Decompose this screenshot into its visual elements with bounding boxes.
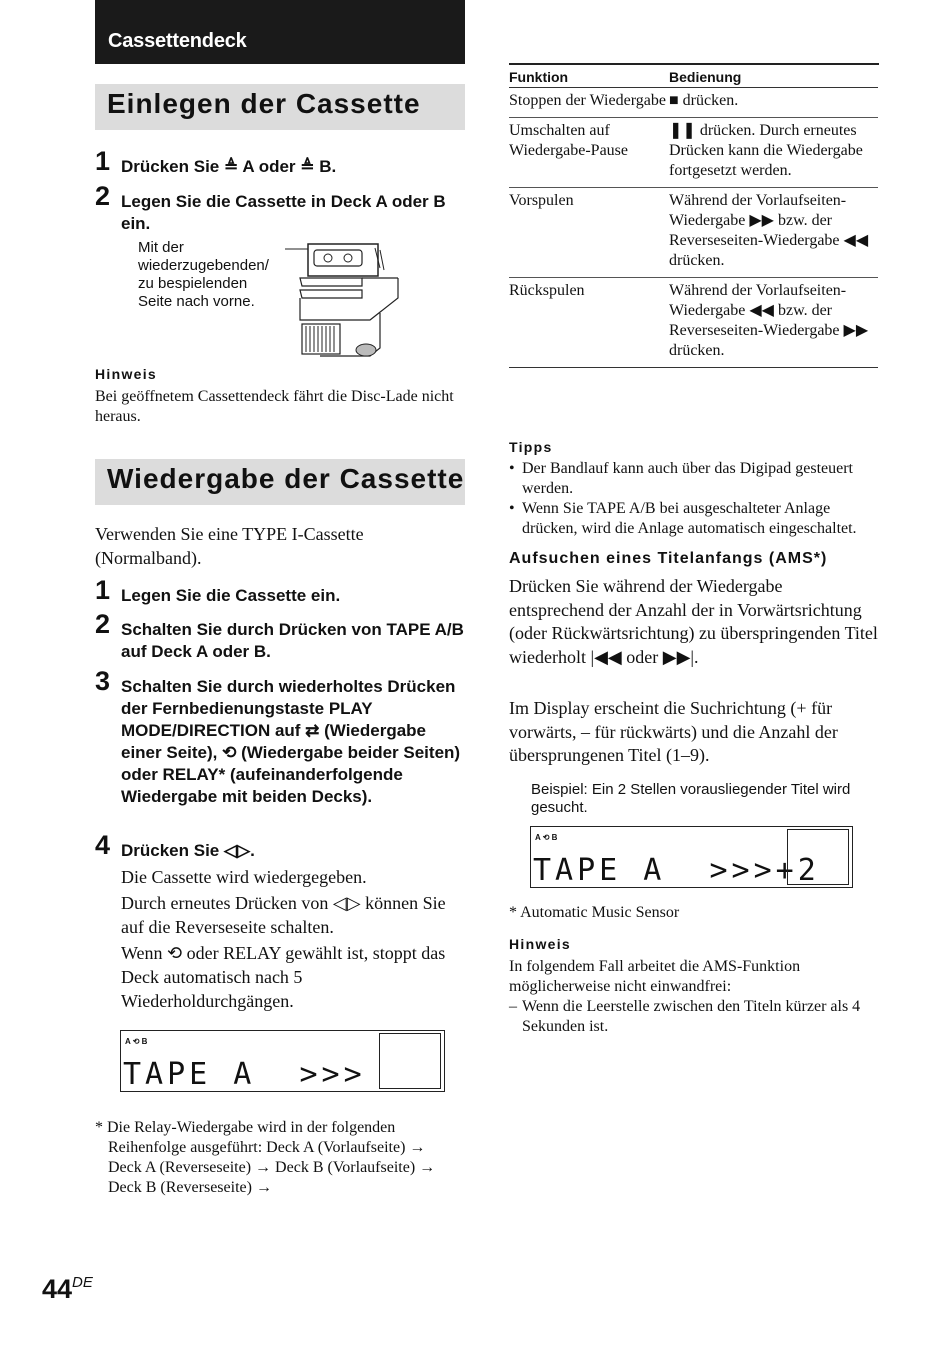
display-text: TAPE A >>>+2 <box>533 853 820 888</box>
ams-paragraph-1: Drücken Sie während der Wiedergabe entsprechend der Anzahl der in Vorwärtsrichtung (oder Rückwärtsrichtung) zu überspringenden Titel wiederholt |◀◀ oder ▶▶|. <box>509 576 878 667</box>
ams-footnote: * Automatic Music Sensor <box>509 904 680 921</box>
section-title: Cassettendeck <box>95 0 465 64</box>
page-number <box>42 1274 93 1305</box>
ams-note-head: Hinweis <box>509 936 572 952</box>
tape-display <box>120 1030 445 1092</box>
list-item: • Der Bandlauf kann auch über das Digipad gesteuert werden. <box>509 459 881 499</box>
table-cell: ❚❚ drücken. Durch erneutes Drücken kann die Wiedergabe fortgesetzt werden. <box>669 118 878 188</box>
step-number: 2 <box>95 609 111 639</box>
table-cell: Während der Vorlaufseiten-Wiedergabe ◀◀ bzw. der Reverseseiten-Wiedergabe ▶▶ drücken. <box>669 278 878 368</box>
step-number: 4 <box>95 830 111 860</box>
table-row <box>509 88 878 118</box>
step4-result: Die Cassette wird wiedergegeben. <box>121 867 367 887</box>
step-number: 1 <box>95 575 111 605</box>
step-text: Drücken Sie ◁▷. <box>121 841 255 860</box>
list-item: • Wenn Sie TAPE A/B bei ausgeschalteter Anlage drücken, wird die Anlage automatisch eingeschaltet. <box>509 499 881 539</box>
table-header: Funktion <box>509 65 669 88</box>
table-header: Bedienung <box>669 65 878 88</box>
table-cell: Vorspulen <box>509 188 669 278</box>
step-text: Legen Sie die Cassette in Deck A oder B ein. <box>121 192 446 233</box>
display-indicator: A ⟲ B <box>535 833 558 842</box>
display-text: TAPE A >>> <box>123 1057 366 1092</box>
table-cell: Stoppen der Wiedergabe <box>509 88 669 118</box>
table-row <box>509 118 878 188</box>
illustration-caption: Mit der wiederzugebenden/ zu bespielenden Seite nach vorne. <box>138 239 269 310</box>
playback-step-4 <box>95 830 465 862</box>
ams-display <box>530 826 853 888</box>
insert-note-text: Bei geöffnetem Cassettendeck fährt die Disc-Lade nicht heraus. <box>95 388 454 425</box>
display-indicator: A ⟲ B <box>125 1037 148 1046</box>
function-table <box>509 65 878 368</box>
relay-footnote: * Die Relay-Wiedergabe wird in der folgenden Reihenfolge ausgeführt: Deck A (Vorlaufseite) → Deck A (Reverseseite) → Deck B (Vorlaufseite) → Deck B (Reverseseite) → <box>95 1119 436 1196</box>
page-number-value: 44 <box>42 1274 73 1304</box>
playback-step-2 <box>95 609 465 663</box>
step4-reverse: Durch erneutes Drücken von ◁▷ können Sie auf die Reverseseite schalten. <box>121 893 446 937</box>
heading-playback: Wiedergabe der Cassette <box>95 459 465 505</box>
ams-example: Beispiel: Ein 2 Stellen vorausliegender Titel wird gesucht. <box>531 781 851 816</box>
page-language: DE <box>72 1274 93 1291</box>
step-number: 2 <box>95 181 111 211</box>
ams-paragraph-2: Im Display erscheint die Suchrichtung (+ für vorwärts, – für rückwärts) und die Anzahl der übersprungenen Titel (1–9). <box>509 698 838 765</box>
playback-step-1 <box>95 575 465 607</box>
playback-step-3 <box>95 666 465 830</box>
step-text: Drücken Sie ≜ A oder ≜ B. <box>121 157 337 176</box>
insert-step-2 <box>95 181 465 235</box>
ams-note-list <box>509 997 881 1037</box>
heading-insert: Einlegen der Cassette <box>95 84 465 130</box>
table-row <box>509 188 878 278</box>
insert-note-head: Hinweis <box>95 366 158 382</box>
list-item: – Wenn die Leerstelle zwischen den Titeln kürzer als 4 Sekunden ist. <box>509 997 881 1037</box>
step-number: 3 <box>95 666 111 696</box>
insert-step-1 <box>95 146 465 178</box>
display-segment-box <box>379 1033 441 1089</box>
table-cell: Umschalten auf Wiedergabe-Pause <box>509 118 669 188</box>
step-text: Schalten Sie durch Drücken von TAPE A/B auf Deck A oder B. <box>121 620 464 661</box>
ams-heading: Aufsuchen eines Titelanfangs (AMS*) <box>509 550 828 567</box>
table-row <box>509 278 878 368</box>
table-cell: Rückspulen <box>509 278 669 368</box>
table-header-row <box>509 65 878 88</box>
table-cell: ■ drücken. <box>669 88 878 118</box>
table-cell: Während der Vorlaufseiten-Wiedergabe ▶▶ bzw. der Reverseseiten-Wiedergabe ◀◀ drücken. <box>669 188 878 278</box>
step4-auto-stop: Wenn ⟲ oder RELAY gewählt ist, stoppt das Deck automatisch nach 5 Wiederholdurchgängen. <box>121 943 446 1011</box>
ams-note-intro: In folgendem Fall arbeitet die AMS-Funktion möglicherweise nicht einwandfrei: <box>509 958 801 995</box>
playback-intro: Verwenden Sie eine TYPE I-Cassette (Normalband). <box>95 524 364 568</box>
tips-list <box>509 459 881 539</box>
step-text: Schalten Sie durch wiederholtes Drücken der Fernbedienungstaste PLAY MODE/DIRECTION auf ⇄ (Wiedergabe einer Seite), ⟲ (Wiedergabe beider Seiten) oder RELAY* (aufeinanderfolgende Wiedergabe mit beiden Decks). <box>121 677 461 806</box>
display-segment-box <box>787 829 849 885</box>
tips-head: Tipps <box>509 439 553 455</box>
step-number: 1 <box>95 146 111 176</box>
cassette-insert-illustration <box>280 238 410 360</box>
step-text: Legen Sie die Cassette ein. <box>121 586 341 605</box>
